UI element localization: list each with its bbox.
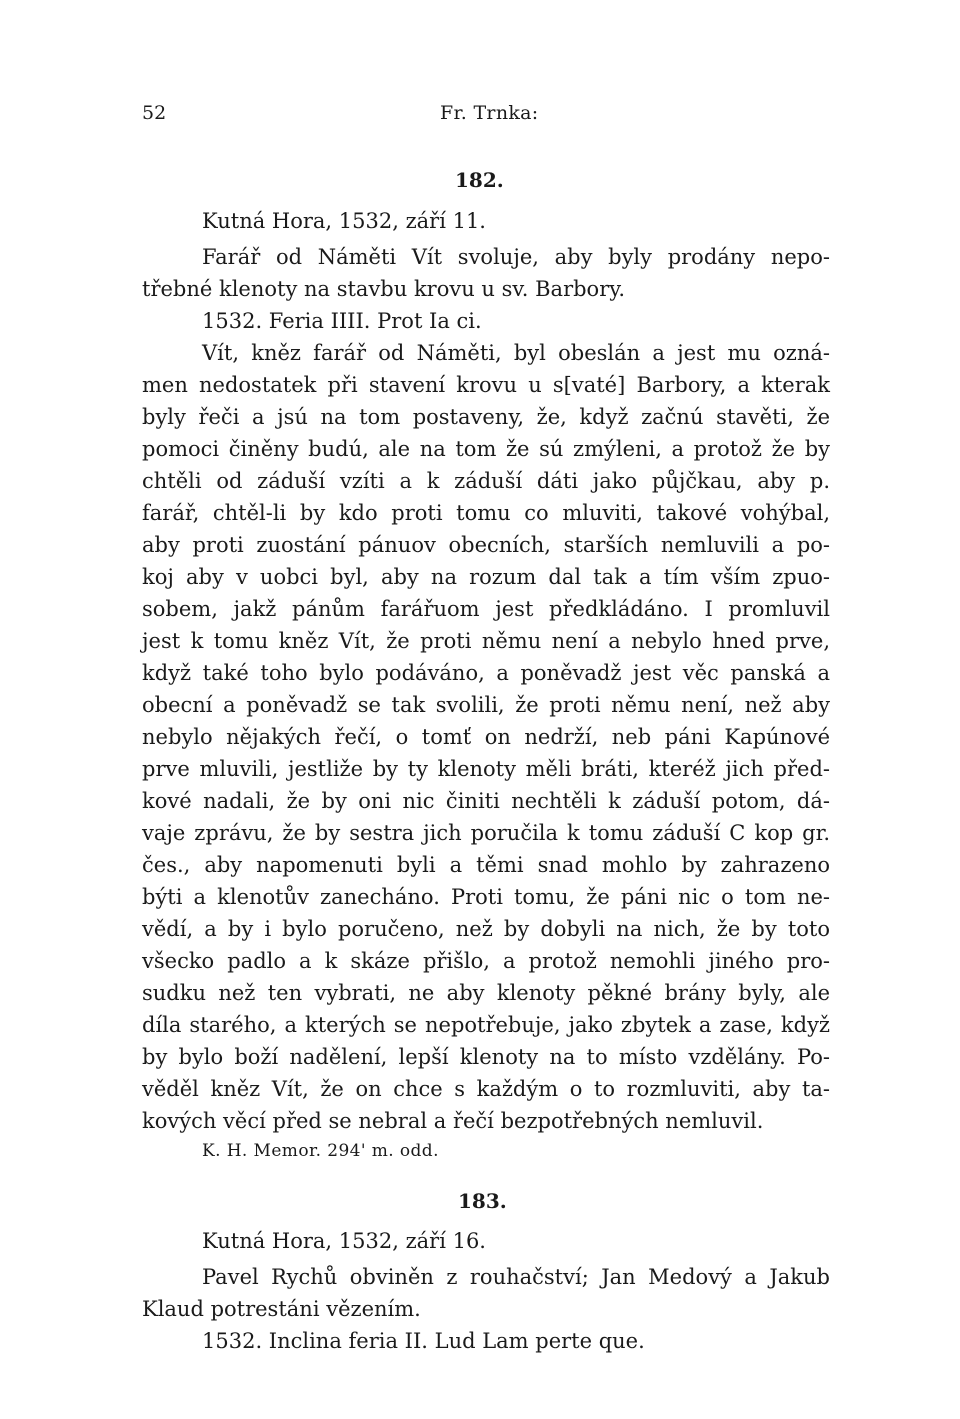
body-line: vědí, a by i bylo poručeno, než by dobyli na nich, že by toto: [142, 917, 830, 941]
body-line: čes., aby napomenuti byli a těmi snad mohlo by zahrazeno: [142, 853, 830, 877]
body-line: koj aby v uobci byl, aby na rozum dal tak a tím vším zpuo-: [142, 565, 830, 589]
summary-line: Farář od Náměti Vít svoluje, aby byly prodány nepo-: [202, 245, 830, 269]
body-line: když také toho bylo podáváno, a poněvadž jest věc panská a: [142, 661, 830, 685]
body-line: vaje zprávu, že by sestra jich poručila k tomu záduší C kop gr.: [142, 821, 830, 845]
body-line: všecko padlo a k skáze přišlo, a protož nemohli jiného pro-: [142, 949, 830, 973]
body-line: díla starého, a kterých se nepotřebuje, jako zbytek a zase, když: [142, 1013, 830, 1037]
summary-line: třebné klenoty na stavbu krovu u sv. Barbory.: [142, 277, 625, 301]
entry-number: 182.: [455, 168, 504, 192]
body-line: jest k tomu kněz Vít, že proti němu není a nebylo hned prve,: [142, 629, 830, 653]
body-line: Vít, kněz farář od Náměti, byl obeslán a jest mu ozná-: [202, 341, 830, 365]
body-line: pomoci činěny budú, ale na tom že sú zmýleni, a protož že by: [142, 437, 830, 461]
running-title: Fr. Trnka:: [440, 102, 539, 124]
body-line: věděl kněz Vít, že on chce s každým o to rozmluviti, aby ta-: [142, 1077, 830, 1101]
body-line: men nedostatek při stavení krovu u s[vaté] Barbory, a kterak: [142, 373, 830, 397]
body-line: sudku než ten vybrati, ne aby klenoty pěkné brány byly, ale: [142, 981, 830, 1005]
body-line: by bylo boží nadělení, lepší klenoty na to místo vzdělány. Po-: [142, 1045, 830, 1069]
body-line: aby proti zuostání pánuov obecních, starších nemluvili a po-: [142, 533, 830, 557]
body-line: nebylo nějakých řečí, o tomť on nedrží, neb páni Kapúnové: [142, 725, 830, 749]
body-line: byly řeči a jsú na tom postaveny, že, když začnú stavěti, že: [142, 405, 830, 429]
body-line: kové nadali, že by oni nic činiti nechtěli k záduší potom, dá-: [142, 789, 830, 813]
entry-number: 183.: [458, 1189, 507, 1213]
body-line: kových věcí před se nebral a řečí bezpotřebných nemluvil.: [142, 1109, 764, 1133]
body-line: chtěli od záduší vzíti a k záduší dáti jako půjčkau, aby p.: [142, 469, 830, 493]
body-line: býti a klenotův zanecháno. Proti tomu, že páni nic o tom ne-: [142, 885, 830, 909]
intro-line: 1532. Feria IIII. Prot Ia ci.: [202, 309, 482, 333]
body-line: farář, chtěl-li by kdo proti tomu co mluviti, takové vohýbal,: [142, 501, 830, 525]
page-number: 52: [142, 102, 167, 124]
source-reference: K. H. Memor. 294' m. odd.: [202, 1141, 439, 1161]
body-line: obecní a poněvadž se tak svolili, že proti němu není, než aby: [142, 693, 830, 717]
body-line: sobem, jakž pánům farářuom jest předkládáno. I promluvil: [142, 597, 830, 621]
intro-line: 1532. Inclina feria II. Lud Lam perte que.: [202, 1329, 645, 1353]
summary-line: Klaud potrestáni vězením.: [142, 1297, 421, 1321]
page-header: [142, 102, 828, 132]
summary-line: Pavel Rychů obviněn z rouhačství; Jan Medový a Jakub: [202, 1265, 830, 1289]
body-line: prve mluvili, jestliže by ty klenoty měli bráti, kteréž jich před-: [142, 757, 830, 781]
dateline: Kutná Hora, 1532, září 11.: [202, 209, 486, 233]
dateline: Kutná Hora, 1532, září 16.: [202, 1229, 486, 1253]
